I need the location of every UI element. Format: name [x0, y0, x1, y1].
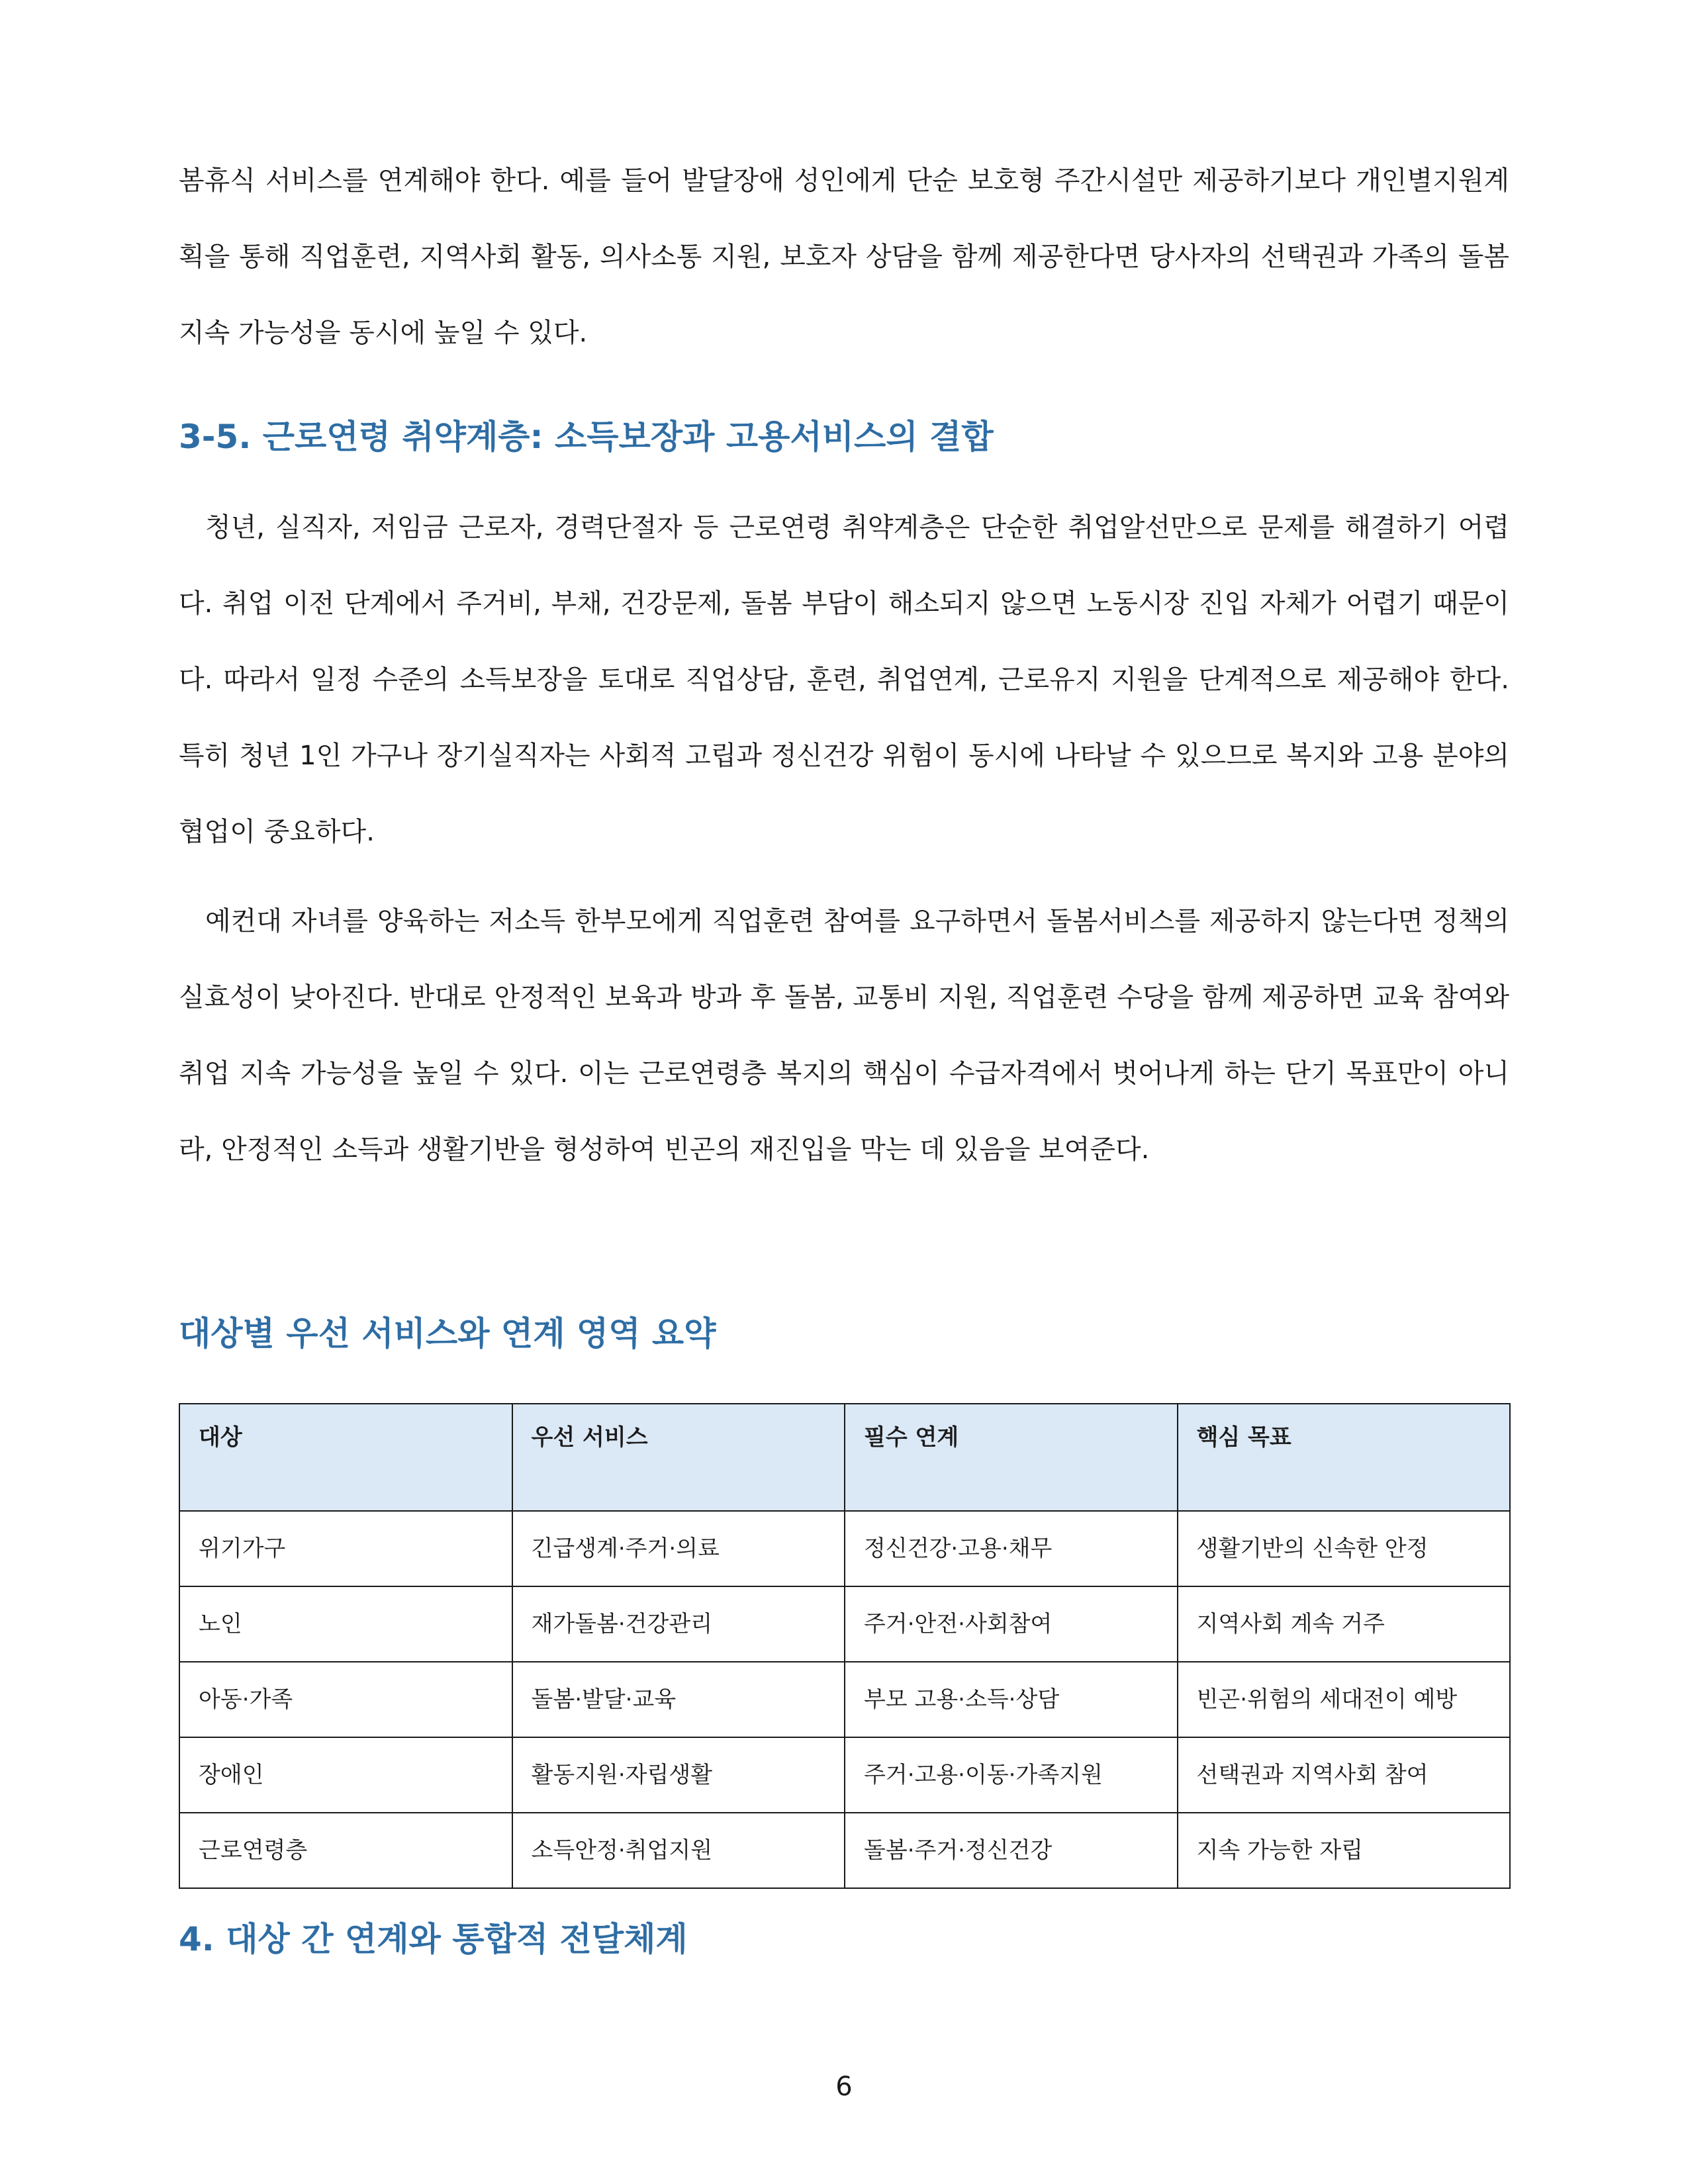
table-cell: 지역사회 계속 거주 — [1178, 1586, 1511, 1662]
table-cell: 지속 가능한 자립 — [1178, 1813, 1511, 1888]
page-number: 6 — [835, 2071, 853, 2102]
section-heading-4: 4. 대상 간 연계와 통합적 전달체계 — [179, 1920, 688, 1958]
table-row — [179, 1813, 1510, 1888]
table-cell: 노인 — [179, 1586, 512, 1662]
table-cell: 돌봄·발달·교육 — [512, 1662, 845, 1737]
section-heading-3-5: 3-5. 근로연령 취약계층: 소득보장과 고용서비스의 결합 — [179, 418, 994, 456]
body-paragraph: 봄휴식 서비스를 연계해야 한다. 예를 들어 발달장애 성인에게 단순 보호형 주간시설만 제공하기보다 개인별지원계획을 통해 직업훈련, 지역사회 활동, 의사소통 지원, 보호자 상담을 함께 제공한다면 당사자의 선택권과 가족의 돌봄 지속 가능성을 동시에 높일 수 있다. — [179, 165, 1509, 348]
table-cell: 활동지원·자립생활 — [512, 1737, 845, 1813]
table-cell: 부모 고용·소득·상담 — [845, 1662, 1178, 1737]
table-header-cell: 우선 서비스 — [512, 1404, 845, 1511]
table-title: 대상별 우선 서비스와 연계 영역 요약 — [179, 1314, 716, 1353]
table-cell: 장애인 — [179, 1737, 512, 1813]
table-cell: 소득안정·취업지원 — [512, 1813, 845, 1888]
summary-table — [179, 1403, 1511, 1889]
body-paragraph: 청년, 실직자, 저임금 근로자, 경력단절자 등 근로연령 취약계층은 단순한 취업알선만으로 문제를 해결하기 어렵다. 취업 이전 단계에서 주거비, 부채, 건강문제, 돌봄 부담이 해소되지 않으면 노동시장 진입 자체가 어렵기 때문이다. 따라서 일정 수준의 소득보장을 토대로 직업상담, 훈련, 취업연계, 근로유지 지원을 단계적으로 제공해야 한다. 특히 청년 1인 가구나 장기실직자는 사회적 고립과 정신건강 위험이 동시에 나타날 수 있으므로 복지와 고용 분야의 협업이 중요하다. — [179, 512, 1509, 847]
table-cell: 선택권과 지역사회 참여 — [1178, 1737, 1511, 1813]
table-cell: 아동·가족 — [179, 1662, 512, 1737]
table-cell: 빈곤·위험의 세대전이 예방 — [1178, 1662, 1511, 1737]
table-cell: 정신건강·고용·채무 — [845, 1511, 1178, 1586]
table-cell: 근로연령층 — [179, 1813, 512, 1888]
table-header-row — [179, 1404, 1510, 1511]
table-header-cell: 대상 — [179, 1404, 512, 1511]
table-cell: 주거·고용·이동·가족지원 — [845, 1737, 1178, 1813]
table-row — [179, 1662, 1510, 1737]
table-row — [179, 1737, 1510, 1813]
table-cell: 생활기반의 신속한 안정 — [1178, 1511, 1511, 1586]
body-paragraph: 예컨대 자녀를 양육하는 저소득 한부모에게 직업훈련 참여를 요구하면서 돌봄서비스를 제공하지 않는다면 정책의 실효성이 낮아진다. 반대로 안정적인 보육과 방과 후 돌봄, 교통비 지원, 직업훈련 수당을 함께 제공하면 교육 참여와 취업 지속 가능성을 높일 수 있다. 이는 근로연령층 복지의 핵심이 수급자격에서 벗어나게 하는 단기 목표만이 아니라, 안정적인 소득과 생활기반을 형성하여 빈곤의 재진입을 막는 데 있음을 보여준다. — [179, 906, 1509, 1165]
table-cell: 긴급생계·주거·의료 — [512, 1511, 845, 1586]
table-cell: 재가돌봄·건강관리 — [512, 1586, 845, 1662]
table-header-cell: 필수 연계 — [845, 1404, 1178, 1511]
table-cell: 위기가구 — [179, 1511, 512, 1586]
table-row — [179, 1511, 1510, 1586]
table-cell: 주거·안전·사회참여 — [845, 1586, 1178, 1662]
table-row — [179, 1586, 1510, 1662]
table-cell: 돌봄·주거·정신건강 — [845, 1813, 1178, 1888]
table-header-cell: 핵심 목표 — [1178, 1404, 1511, 1511]
